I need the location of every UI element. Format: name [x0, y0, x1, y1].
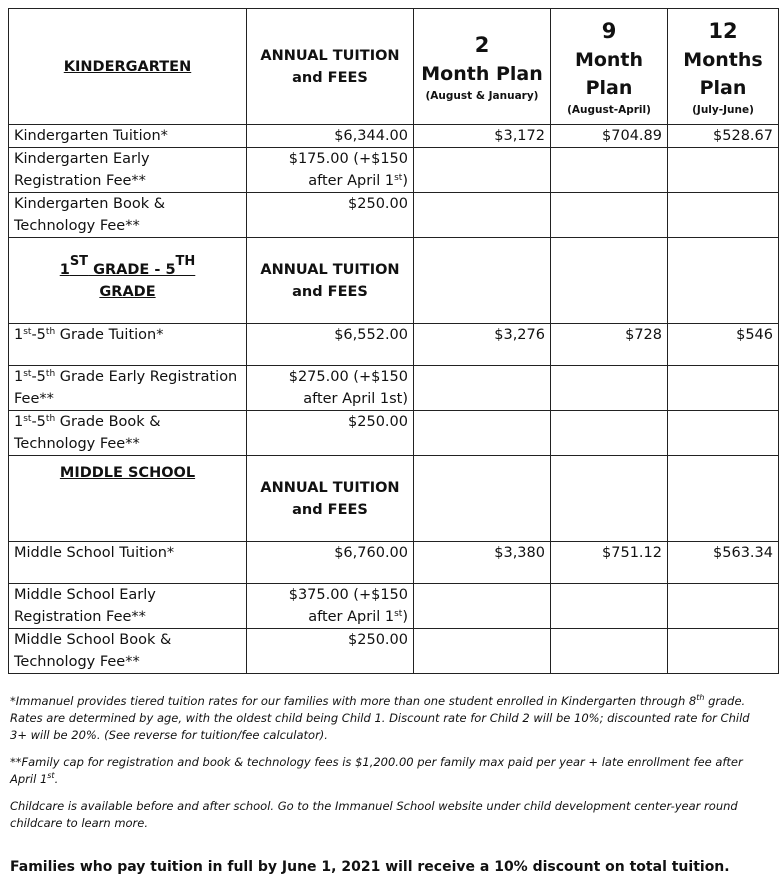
empty-cell	[551, 193, 668, 238]
note-text: **Family cap for registration and book & technology fees is $1,200.00 per family max paid per year + late enrollment fee after April 1	[10, 755, 743, 786]
plan-period: (August-April)	[567, 103, 651, 116]
section-header-row	[9, 238, 779, 324]
tier-note	[10, 693, 770, 744]
table-row	[9, 629, 779, 674]
grades-title	[9, 238, 247, 324]
row-label: Kindergarten Book & Technology Fee**	[9, 193, 247, 238]
empty-cell	[414, 411, 551, 456]
empty-cell	[551, 366, 668, 411]
plan-12-month-header	[668, 9, 779, 125]
plan-period: (July-June)	[692, 103, 754, 116]
table-row	[9, 324, 779, 366]
label-text: 1	[14, 327, 24, 343]
annual-amount: $250.00	[247, 411, 414, 456]
plan-2-amount: $3,380	[414, 542, 551, 584]
annual-amount	[247, 584, 414, 629]
note-text: grade. Rates are determined by age, with the oldest child being Child 1. Discount rate for Child 2 will be 10%; discounted rate for Child 3+ will be 20%. (See reverse for tuition/fee calculator).	[10, 694, 750, 742]
row-label: Kindergarten Tuition*	[9, 125, 247, 148]
amount-text: after April 1	[308, 609, 395, 625]
plan-number: 9	[601, 18, 617, 43]
ordinal-suffix: st	[23, 414, 32, 424]
empty-cell	[551, 411, 668, 456]
empty-cell	[668, 411, 779, 456]
plan-9-amount: $728	[551, 324, 668, 366]
ordinal-suffix: th	[45, 327, 56, 337]
empty-cell	[668, 193, 779, 238]
fees-header: ANNUAL TUITION and FEES	[247, 456, 414, 542]
table-row	[9, 148, 779, 193]
title-text: GRADE	[99, 283, 156, 300]
tuition-table	[8, 8, 779, 674]
ordinal-suffix: st	[394, 173, 403, 183]
plan-9-month-header	[551, 9, 668, 125]
plan-2-month-header	[414, 9, 551, 125]
empty-cell	[551, 584, 668, 629]
childcare-note: Childcare is available before and after school. Go to the Immanuel School website under child development center-year round childcare to learn more.	[10, 799, 738, 830]
empty-cell	[414, 148, 551, 193]
plan-period: (August & January)	[425, 89, 539, 102]
row-label: Middle School Book & Technology Fee**	[9, 629, 247, 674]
annual-amount	[247, 148, 414, 193]
empty-cell	[414, 238, 551, 324]
row-label	[9, 366, 247, 411]
annual-amount: $250.00	[247, 193, 414, 238]
note-text: .	[54, 772, 59, 786]
label-text: Grade Early Registration Fee**	[14, 369, 238, 407]
table-row	[9, 584, 779, 629]
fees-header: ANNUAL TUITION and FEES	[247, 238, 414, 324]
plan-label: Months Plan	[683, 48, 763, 99]
family-cap-note	[10, 754, 770, 788]
note-text: *Immanuel provides tiered tuition rates for our families with more than one student enrolled in Kindergarten through 8	[10, 694, 697, 708]
empty-cell	[414, 456, 551, 542]
kindergarten-title: KINDERGARTEN	[9, 9, 247, 125]
empty-cell	[668, 148, 779, 193]
row-label: Kindergarten Early Registration Fee**	[9, 148, 247, 193]
table-row	[9, 411, 779, 456]
amount-text: $175.00 (+$150	[288, 151, 408, 167]
label-text: -5	[31, 327, 46, 343]
label-text: Grade Tuition*	[55, 327, 164, 343]
plan-number: 12	[708, 18, 738, 43]
ordinal-suffix: st	[47, 771, 55, 780]
fees-header: ANNUAL TUITION and FEES	[247, 9, 414, 125]
empty-cell	[414, 366, 551, 411]
middle-school-title: MIDDLE SCHOOL	[9, 456, 247, 542]
empty-cell	[551, 148, 668, 193]
row-label	[9, 411, 247, 456]
label-text: -5	[31, 369, 46, 385]
amount-text: )	[402, 609, 408, 625]
ordinal-suffix: th	[45, 369, 56, 379]
plan-9-amount: $751.12	[551, 542, 668, 584]
empty-cell	[551, 456, 668, 542]
table-row	[9, 366, 779, 411]
plan-label: Month Plan	[574, 48, 644, 99]
ordinal-suffix: TH	[175, 253, 196, 269]
amount-text: after April 1	[308, 173, 395, 189]
annual-amount: $275.00 (+$150 after April 1st)	[247, 366, 414, 411]
label-text: Grade Book & Technology Fee**	[14, 414, 161, 452]
plan-12-amount: $563.34	[668, 542, 779, 584]
title-text: GRADE - 5	[88, 261, 176, 278]
empty-cell	[551, 238, 668, 324]
plan-label: Month Plan	[421, 62, 543, 85]
ordinal-suffix: th	[45, 414, 56, 424]
row-label: Middle School Early Registration Fee**	[9, 584, 247, 629]
amount-text: )	[402, 173, 408, 189]
header-row	[9, 9, 779, 125]
ordinal-suffix: th	[696, 693, 705, 702]
ordinal-suffix: st	[23, 369, 32, 379]
ordinal-suffix: ST	[69, 253, 89, 269]
label-text: 1	[14, 414, 24, 430]
ordinal-suffix: st	[23, 327, 32, 337]
plan-9-amount: $704.89	[551, 125, 668, 148]
section-header-row	[9, 456, 779, 542]
row-label: Middle School Tuition*	[9, 542, 247, 584]
label-text: -5	[31, 414, 46, 430]
table-row	[9, 193, 779, 238]
annual-amount: $6,760.00	[247, 542, 414, 584]
empty-cell	[668, 629, 779, 674]
plan-number: 2	[474, 32, 490, 57]
annual-amount: $6,552.00	[247, 324, 414, 366]
table-row	[9, 542, 779, 584]
plan-2-amount: $3,172	[414, 125, 551, 148]
plan-12-amount: $528.67	[668, 125, 779, 148]
amount-text: $375.00 (+$150	[288, 587, 408, 603]
empty-cell	[668, 584, 779, 629]
plan-2-amount: $3,276	[414, 324, 551, 366]
ordinal-suffix: st	[394, 609, 403, 619]
annual-amount: $250.00	[247, 629, 414, 674]
empty-cell	[551, 629, 668, 674]
plan-12-amount: $546	[668, 324, 779, 366]
table-row	[9, 125, 779, 148]
empty-cell	[668, 456, 779, 542]
title-text: 1	[59, 261, 70, 278]
empty-cell	[414, 193, 551, 238]
label-text: 1	[14, 369, 24, 385]
row-label	[9, 324, 247, 366]
footnotes	[10, 693, 770, 842]
discount-notice: Families who pay tuition in full by June 1, 2021 will receive a 10% discount on total tuition.	[10, 859, 730, 875]
empty-cell	[668, 366, 779, 411]
empty-cell	[414, 584, 551, 629]
annual-amount: $6,344.00	[247, 125, 414, 148]
empty-cell	[668, 238, 779, 324]
empty-cell	[414, 629, 551, 674]
